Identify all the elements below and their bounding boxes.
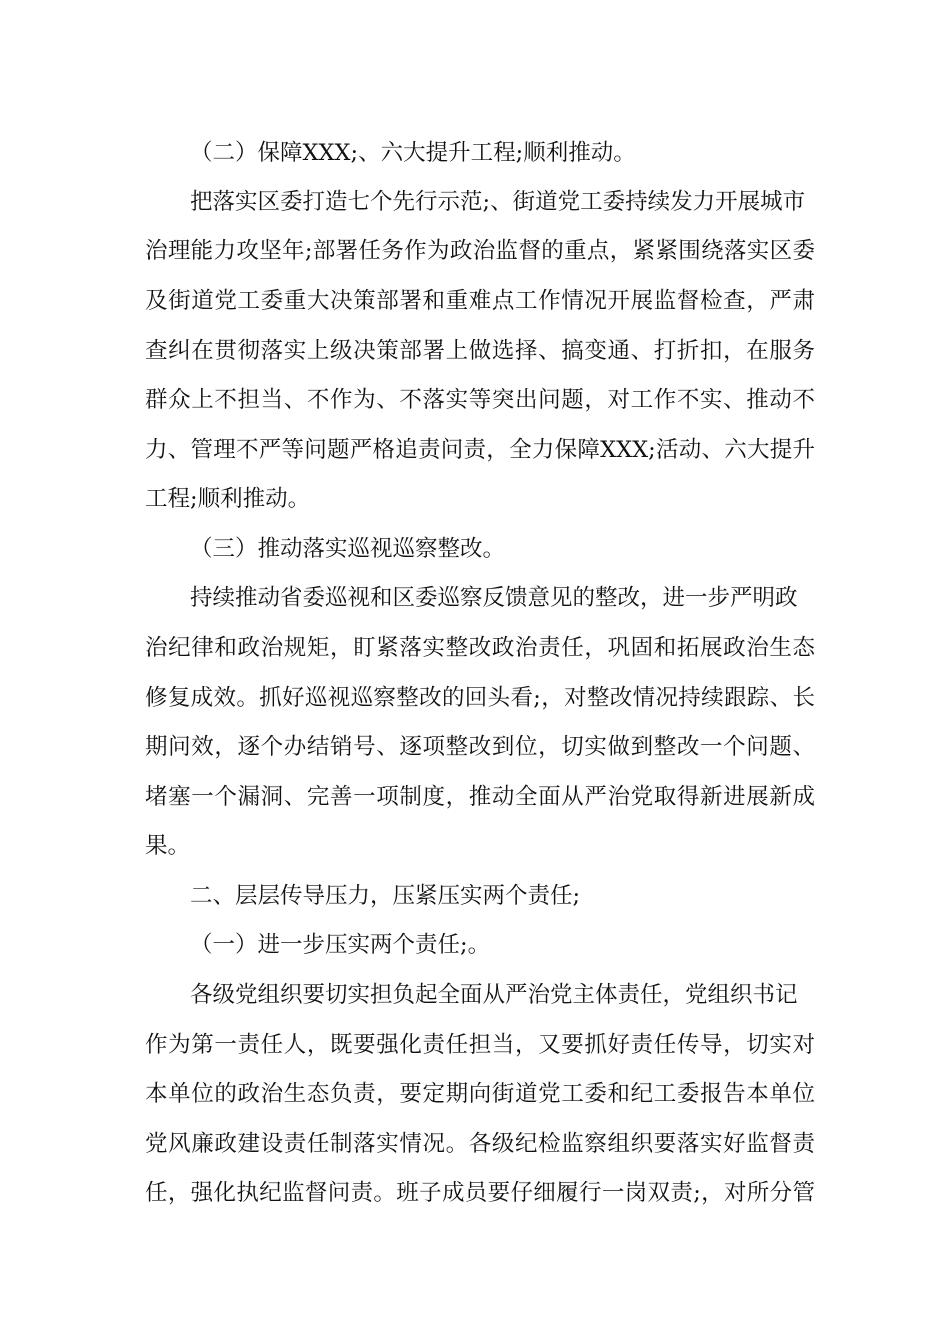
heading-2-2: （二）保障XXX;、六大提升工程;顺利推动。 xyxy=(190,140,636,166)
paragraph-line: 堵塞一个漏洞、完善一项制度，推动全面从严治党取得新进展新成 xyxy=(145,784,815,810)
paragraph-line: 工程;顺利推动。 xyxy=(145,486,311,512)
paragraph-line: 治纪律和政治规矩，盯紧落实整改政治责任，巩固和拓展政治生态 xyxy=(145,635,815,661)
paragraph-line: 治理能力攻坚年;部署任务作为政治监督的重点，紧紧围绕落实区委 xyxy=(145,238,815,264)
paragraph-line: 党风廉政建设责任制落实情况。各级纪检监察组织要落实好监督责 xyxy=(145,1131,815,1157)
paragraph-line: 期问效，逐个办结销号、逐项整改到位，切实做到整改一个问题、 xyxy=(145,734,815,760)
heading-2-1: （一）进一步压实两个责任;。 xyxy=(190,932,491,958)
paragraph-line: 持续推动省委巡视和区委巡察反馈意见的整改，进一步严明政 xyxy=(190,585,798,611)
paragraph-line: 本单位的政治生态负责，要定期向街道党工委和纪工委报告本单位 xyxy=(145,1081,815,1107)
paragraph-line: 把落实区委打造七个先行示范;、街道党工委持续发力开展城市 xyxy=(190,189,806,215)
paragraph-line: 任，强化执纪监督问责。班子成员要仔细履行一岗双责;，对所分管 xyxy=(145,1180,815,1206)
paragraph-line: 查纠在贯彻落实上级决策部署上做选择、搞变通、打折扣，在服务 xyxy=(145,338,815,364)
paragraph-line: 果。 xyxy=(145,833,191,859)
paragraph-line: 及街道党工委重大决策部署和重难点工作情况开展监督检查，严肃 xyxy=(145,288,815,314)
paragraph-line: 力、管理不严等问题严格追责问责，全力保障XXX;活动、六大提升 xyxy=(145,437,815,463)
paragraph-line: 修复成效。抓好巡视巡察整改的回头看;，对整改情况持续跟踪、长 xyxy=(145,685,815,711)
heading-2-3: （三）推动落实巡视巡察整改。 xyxy=(190,536,506,562)
heading-section-2: 二、层层传导压力，压紧压实两个责任; xyxy=(190,883,581,909)
paragraph-line: 各级党组织要切实担负起全面从严治党主体责任，党组织书记 xyxy=(190,982,798,1008)
paragraph-line: 作为第一责任人，既要强化责任担当，又要抓好责任传导，切实对 xyxy=(145,1032,815,1058)
paragraph-line: 群众上不担当、不作为、不落实等突出问题，对工作不实、推动不 xyxy=(145,387,815,413)
